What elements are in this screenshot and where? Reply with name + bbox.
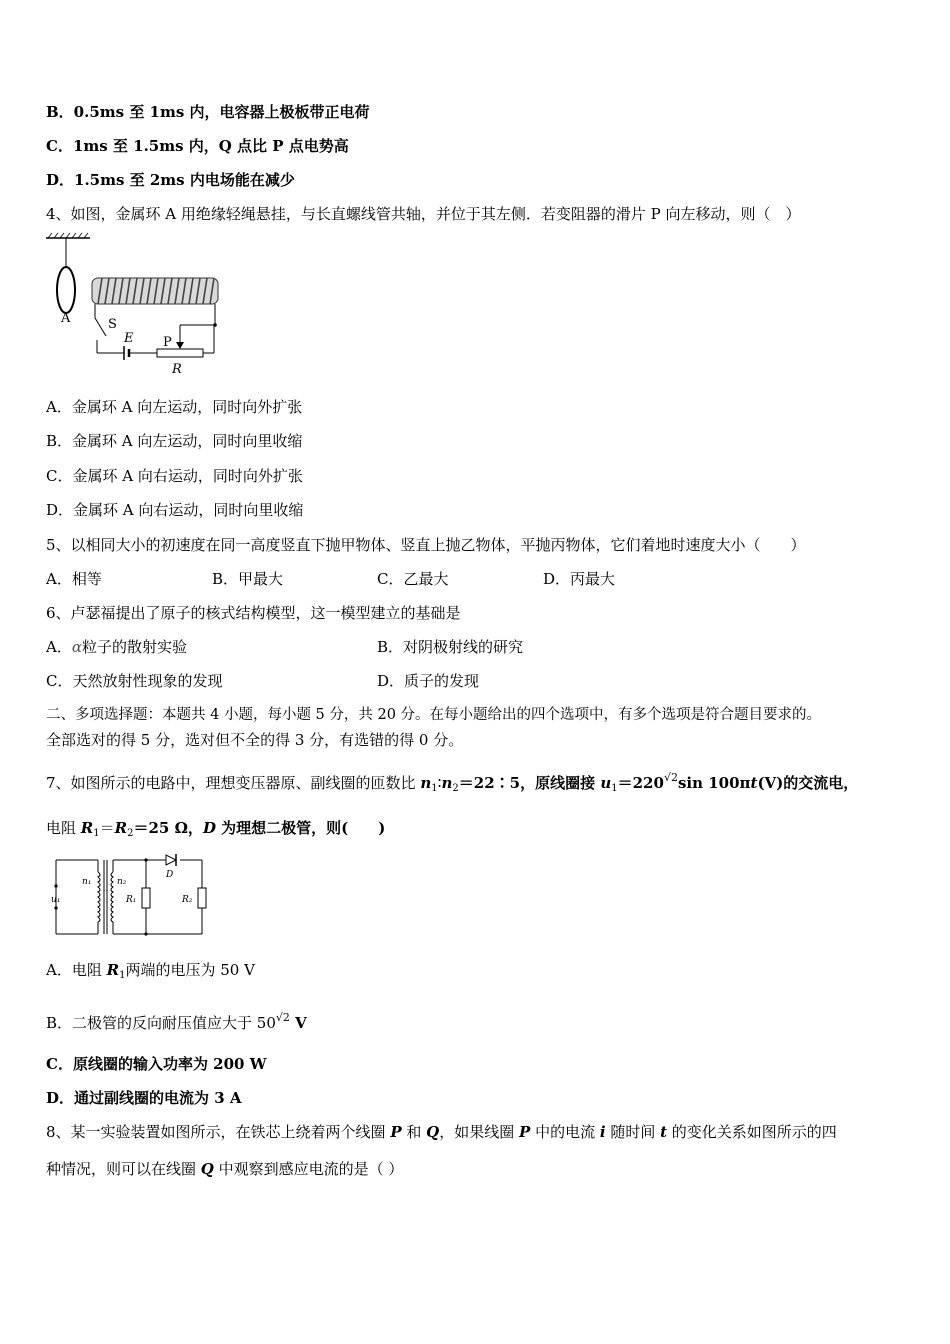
q7-figure-transformer-circuit xyxy=(46,850,216,942)
resistor-label: R xyxy=(172,362,182,377)
slider-p-arrow xyxy=(176,342,184,349)
label-d: D xyxy=(166,870,174,880)
resistor-r1 xyxy=(142,888,150,908)
q6-option-d: D．质子的发现 xyxy=(377,672,480,690)
label-n2: n₂ xyxy=(117,877,127,887)
q7-option-b: B．二极管的反向耐压值应大于 $50^{√2}$ V xyxy=(46,1011,307,1032)
q5-stem: 5、以相同大小的初速度在同一高度竖直下抛甲物体、竖直上抛乙物体，平抛丙物体，它们着地时速度大小（ ） xyxy=(46,536,806,554)
sqrt-two: √2 xyxy=(275,1011,290,1024)
q8-stem-line1: 8、某一实验装置如图所示，在铁芯上绕着两个线圈 P 和 Q，如果线圈 P 中的电流 i 随时间 t 的变化关系如图所示的四 xyxy=(46,1123,837,1141)
alpha-symbol: α xyxy=(71,638,82,656)
q6-option-a: A．α粒子的散射实验 xyxy=(46,638,187,656)
primary-coil xyxy=(98,872,100,922)
q4-stem: 4、如图，金属环 A 用绝缘轻绳悬挂，与长直螺线管共轴，并位于其左侧．若变阻器的滑片 P 向左移动，则（ ） xyxy=(46,205,801,223)
q5-option-b: B．甲最大 xyxy=(212,570,284,588)
section2-line2: 全部选对的得 5 分，选对但不全的得 3 分，有选错的得 0 分。 xyxy=(46,731,464,749)
section2-line1: 二、多项选择题：本题共 4 小题，每小题 5 分，共 20 分。在每小题给出的四个选项中，有多个选项是符合题目要求的。 xyxy=(46,707,822,723)
q4-option-b: B．金属环 A 向左运动，同时向里收缩 xyxy=(46,432,303,450)
q5-option-d: D．丙最大 xyxy=(543,570,616,588)
sqrt-two: √2 xyxy=(663,771,678,784)
q4-option-c: C．金属环 A 向右运动，同时向外扩张 xyxy=(46,467,303,485)
q5-option-a: A．相等 xyxy=(46,570,102,588)
switch-s xyxy=(95,318,106,336)
q5-option-c: C．乙最大 xyxy=(377,570,449,588)
switch-label: S xyxy=(108,317,117,332)
label-r1: R₁ xyxy=(126,895,137,905)
q7-option-a: A．电阻 $R_1$两端的电压为 50 V xyxy=(46,961,255,981)
q3-option-c: C．1ms 至 1.5ms 内，Q 点比 P 点电势高 xyxy=(46,137,349,155)
q6-stem: 6、卢瑟福提出了原子的核式结构模型，这一模型建立的基础是 xyxy=(46,604,461,622)
label-n1: n₁ xyxy=(82,877,92,887)
q6-option-b: B．对阴极射线的研究 xyxy=(377,638,524,656)
label-u1: u₁ xyxy=(51,895,61,905)
q7-option-c: C．原线圈的输入功率为 200 W xyxy=(46,1055,267,1073)
q4-figure-solenoid xyxy=(44,232,229,377)
ring-label: A xyxy=(61,311,71,326)
q4-option-a: A．金属环 A 向左运动，同时向外扩张 xyxy=(46,398,303,416)
diode-d xyxy=(166,855,176,865)
resistor-r2 xyxy=(198,888,206,908)
metal-ring-a xyxy=(57,267,75,313)
label-r2: R₂ xyxy=(182,895,193,905)
q6-option-c: C．天然放射性现象的发现 xyxy=(46,672,223,690)
q3-option-b: B．0.5ms 至 1ms 内，电容器上极板带正电荷 xyxy=(46,103,370,121)
q8-stem-line2: 种情况，则可以在线圈 Q 中观察到感应电流的是（ ） xyxy=(46,1160,404,1178)
q7-stem-line2: 电阻 $R_1=R_2=25$ Ω，D 为理想二极管，则( ) xyxy=(46,819,386,839)
secondary-coil xyxy=(111,872,113,922)
q7-stem-line1: 7、如图所示的电路中，理想变压器原、副线圈的匝数比 $n_1∶n_2=22∶5$，原线圈接 $u_1=220^{√2}\sin$ 100πt(V)的交流电， xyxy=(46,771,859,794)
q7-option-d: D．通过副线圈的电流为 3 A xyxy=(46,1089,242,1107)
resistor-r xyxy=(157,349,203,357)
slider-label: P xyxy=(163,335,172,350)
battery-label: E xyxy=(124,331,134,346)
q3-option-d: D．1.5ms 至 2ms 内电场能在减少 xyxy=(46,171,295,189)
q4-option-d: D．金属环 A 向右运动，同时向里收缩 xyxy=(46,501,304,519)
